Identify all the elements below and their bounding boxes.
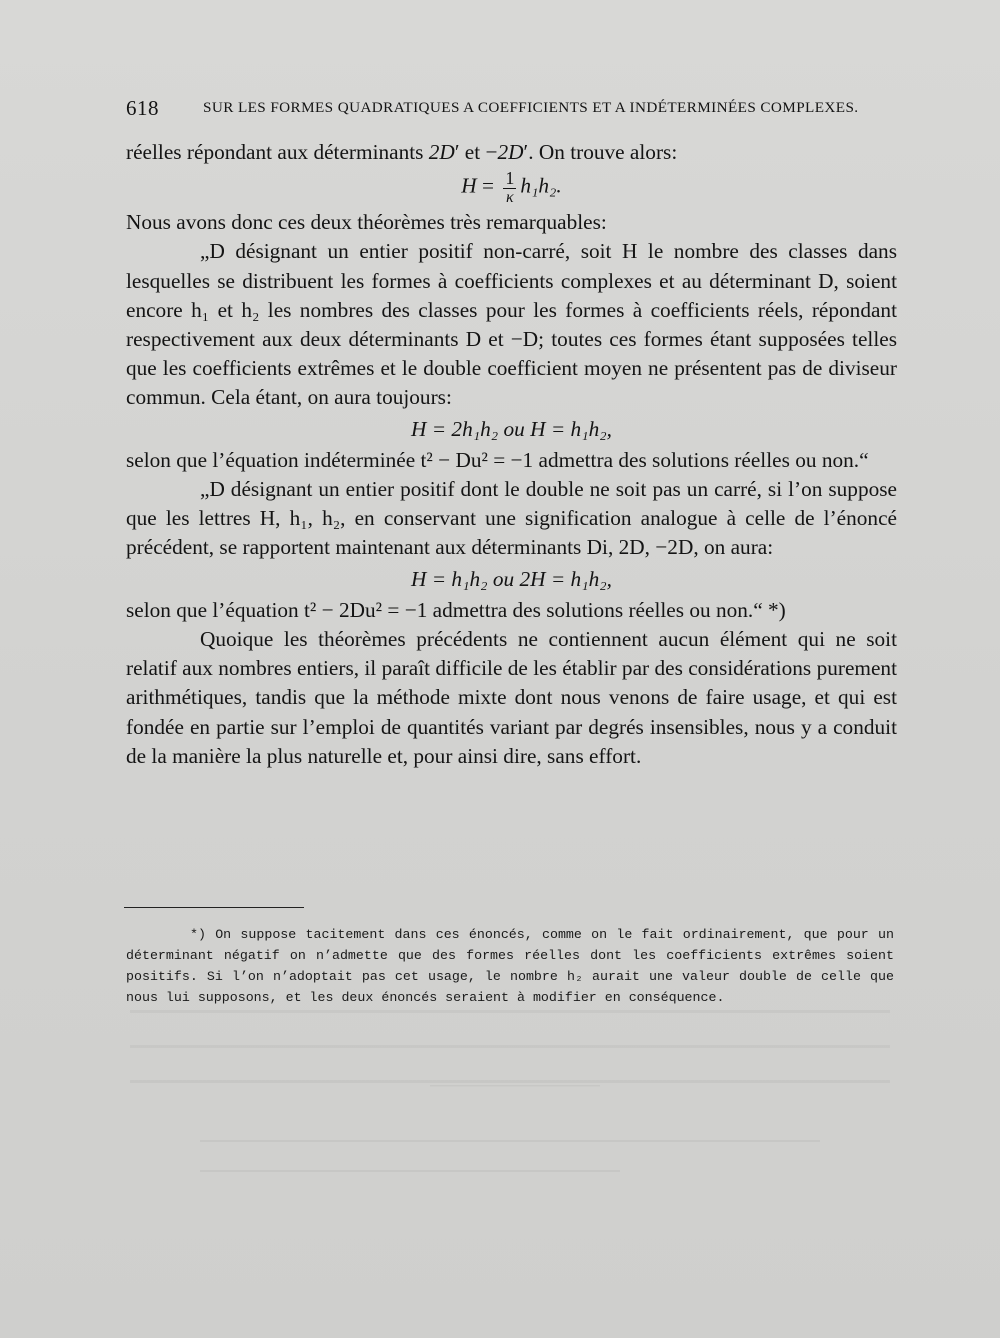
theorem-2: „D désignant un entier positif dont le double ne soit pas un carré, si l’on suppose que les lettres H, h₁, h₂, en conservant une signification analogue à celle de l’énoncé précédent, se rapportent maintenant aux déterminants Di, 2D, −2D, on aura: <box>126 477 897 560</box>
formula-2: H = 2h₁h₂ ou H = h₁h₂, <box>411 416 612 441</box>
footnote <box>126 924 894 1008</box>
formula-1-numerator: 1 <box>505 168 515 189</box>
running-head: SUR LES FORMES QUADRATIQUES A COEFFICIENTS ET A INDÉTERMINÉES COMPLEXES. <box>203 99 859 116</box>
formula-1-fraction <box>503 169 516 206</box>
footnote-rule <box>124 907 304 908</box>
paragraph-1 <box>126 138 897 167</box>
formula-1 <box>126 169 897 206</box>
paragraph-2: Nous avons donc ces deux théorèmes très remarquables: <box>126 210 607 235</box>
main-text <box>126 138 897 771</box>
paragraph-6: selon que l’équation t² − 2Du² = −1 admettra des solutions réelles ou non.“ *) <box>126 597 786 622</box>
page-number: 618 <box>126 96 159 120</box>
line1-text-c: ′. On trouve alors: <box>523 140 678 164</box>
line1-2D-second: 2D <box>497 140 524 164</box>
paragraph-7: Quoique les théorèmes précédents ne contiennent aucun élément qui ne soit relatif aux nombres entiers, il paraît difficile de les établir par des considérations purement arithmétiques, tandis que la méthode mixte dont nous venons de faire usage, et qui est fondée en partie sur l’emploi de quantités variant par degrés insensibles, nous y a conduit de la manière la plus naturelle et, pour ainsi dire, sans effort. <box>126 627 897 768</box>
line1-text-b: ′ et − <box>454 140 498 164</box>
paragraph-4: selon que l’équation indéterminée t² − Du² = −1 admettra des solutions réelles ou non.“ <box>126 447 869 472</box>
formula-3: H = h₁h₂ ou 2H = h₁h₂, <box>411 566 612 591</box>
formula-1-lhs: H <box>461 173 477 198</box>
line1-2D: 2D <box>428 140 455 164</box>
formula-1-rhs: h₁h₂. <box>520 173 562 198</box>
footnote-text: *) On suppose tacitement dans ces énoncés, comme on le fait ordinairement, que pour un déterminant négatif on n’admette que des formes réelles dont les coefficients extrêmes soient positifs. Si l’on n’adoptait pas cet usage, le nombre h₂ aurait une valeur double de celle que nous lui supposons, et les deux énoncés seraient à modifier en conséquence. <box>126 927 894 1005</box>
line1-text-a: réelles répondant aux déterminants <box>126 140 429 164</box>
theorem-1: „D désignant un entier positif non-carré, soit H le nombre des classes dans lesquelles se distribuent les formes à coefficients complexes et au déterminant D, soient encore h₁ et h₂ les nombres des classes pour les formes à coefficients réels, répondant respectivement aux deux déterminants D et −D; toutes ces formes étant supposées telles que les coefficients extrêmes et le double coefficient moyen ne présentent pas de diviseur commun. Cela étant, on aura toujours: <box>126 239 897 410</box>
formula-1-equals: = <box>476 173 500 198</box>
formula-1-denominator: κ <box>505 189 514 207</box>
